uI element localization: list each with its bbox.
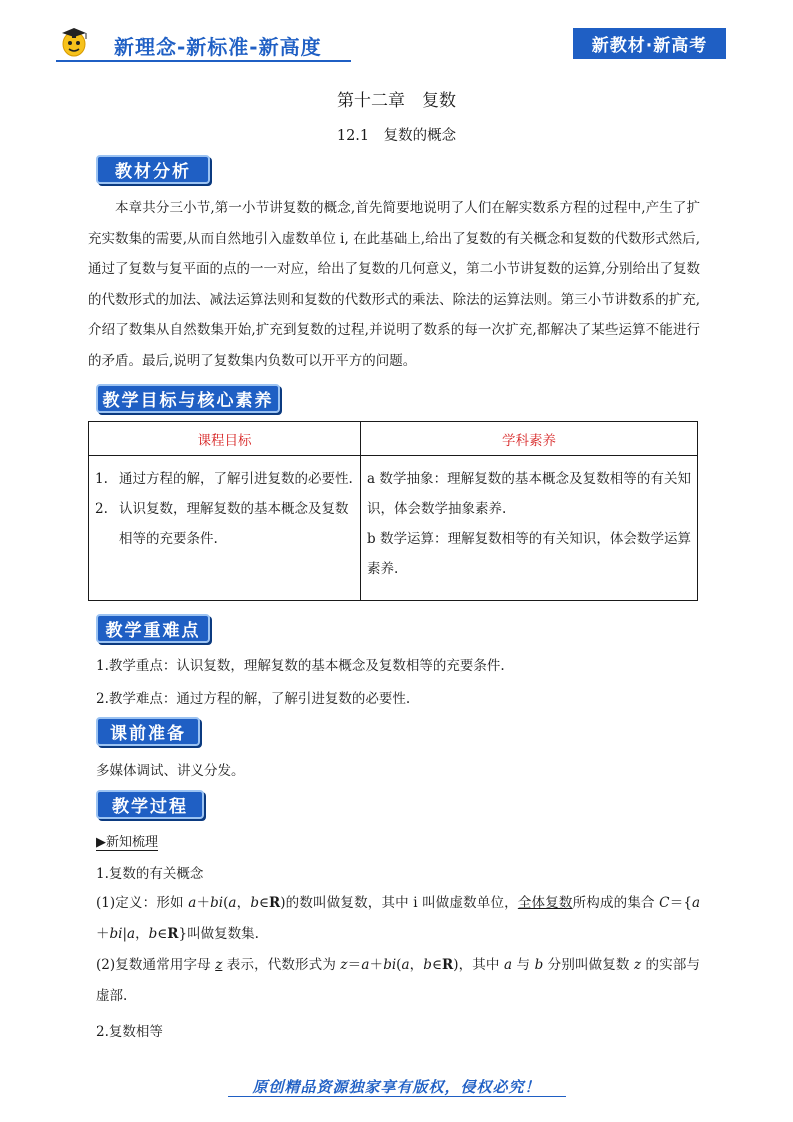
lightbulb-graduate-icon	[56, 24, 92, 60]
section-title: 12.1 复数的概念	[336, 128, 457, 144]
prep-text: 多媒体调试、讲义分发。	[96, 763, 245, 779]
course-goal-text: 认识复数，理解复数的基本概念及复数相等的充要条件.	[119, 501, 349, 547]
section-heading-keypoints: 教学重难点	[96, 614, 210, 643]
footer-copyright: 原创精品资源独家享有版权，侵权必究！	[252, 1078, 541, 1096]
course-goal-item	[95, 464, 354, 494]
course-goal-number: 1.	[95, 471, 108, 487]
literacy-cell	[361, 456, 698, 601]
course-goal-item	[95, 494, 354, 554]
goals-table	[88, 421, 698, 601]
analysis-paragraph: 本章共分三小节,第一小节讲复数的概念,首先简要地说明了人们在解实数系方程的过程中,产生了扩充实数集的需要,从而自然地引入虚数单位 i, 在此基础上,给出了复数的有关概念和复数的代数形式然后,通过了复数与复平面的点的一一对应，给出了复数的几何意义，第二小节讲复数的运算,分别给出了复数的代数形式的加法、减法运算法则和复数的代数形式的乘法、除法的运算法则。第三小节讲数系的扩充,介绍了数集从自然数集开始,扩充到复数的过程,并说明了数系的每一次扩充,都解决了某些运算不能进行的矛盾。最后,说明了复数集内负数可以开平方的问题。	[88, 200, 700, 369]
item1-title: 1.复数的有关概念	[96, 866, 204, 882]
course-goal-text: 通过方程的解，了解引进复数的必要性.	[119, 471, 353, 487]
course-goals-cell	[89, 456, 361, 601]
section-heading-goals: 教学目标与核心素养	[96, 384, 280, 413]
representation-text: (2)复数通常用字母 z 表示，代数形式为 z＝a＋bi(a，b∈R)，其中 a 与 b 分别叫做复数 z 的实部与虚部.	[96, 957, 701, 1004]
course-goal-number: 2.	[95, 501, 108, 517]
item2-title: 2.复数相等	[96, 1024, 163, 1040]
definition-text: (1)定义：形如 a＋bi(a，b∈R)的数叫做复数，其中 i 叫做虚数单位，全体复数所构成的集合 C＝{a＋bi|a，b∈R}叫做复数集.	[96, 895, 701, 942]
section-heading-process: 教学过程	[96, 790, 204, 819]
section-heading-analysis: 教材分析	[96, 155, 210, 184]
header-underline	[56, 60, 351, 62]
footer-underline	[228, 1096, 566, 1097]
difficult-point: 2.教学难点：通过方程的解，了解引进复数的必要性.	[96, 691, 411, 707]
header-slogan: 新理念-新标准-新高度	[114, 35, 322, 59]
literacy-item: b 数学运算：理解复数相等的有关知识，体会数学运算素养.	[367, 531, 691, 577]
header-badge: 新教材·新高考	[573, 28, 726, 59]
section-heading-prep: 课前准备	[96, 717, 200, 746]
goals-table-header-course: 课程目标	[89, 422, 361, 456]
chapter-title: 第十二章 复数	[337, 91, 456, 111]
underlined-term: 全体复数	[517, 895, 573, 911]
goals-table-header-literacy: 学科素养	[361, 422, 698, 456]
literacy-item: a 数学抽象：理解复数的基本概念及复数相等的有关知识，体会数学抽象素养.	[367, 471, 691, 517]
key-point: 1.教学重点：认识复数，理解复数的基本概念及复数相等的充要条件.	[96, 658, 505, 674]
sub-heading-new-knowledge: ▶新知梳理	[96, 831, 158, 851]
